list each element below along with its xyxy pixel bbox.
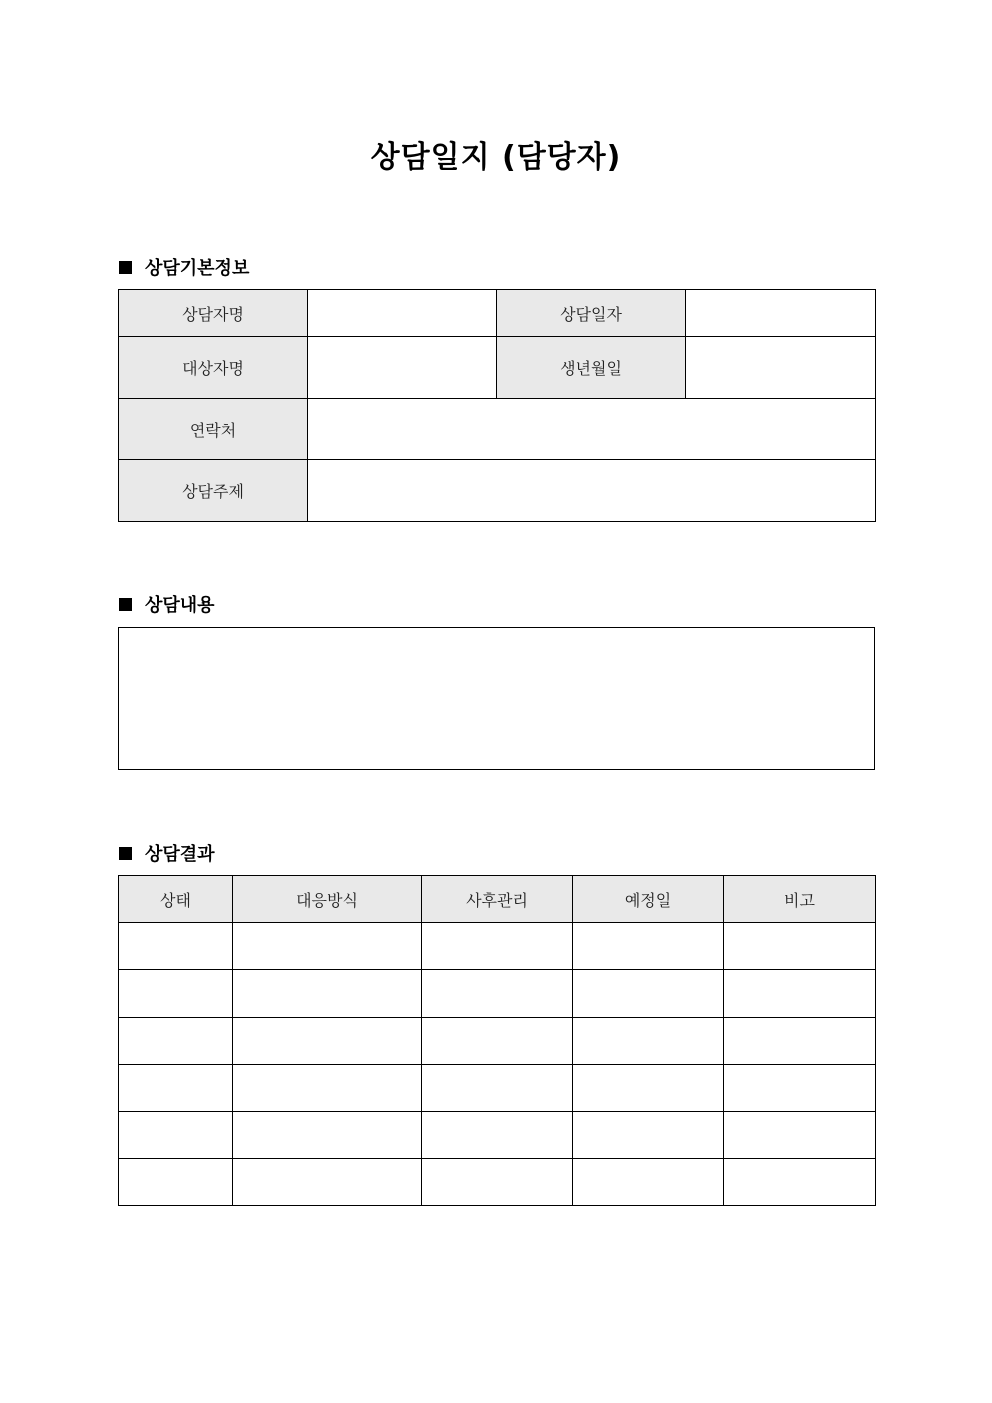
subject-name-label: 대상자명 [119,337,308,399]
scheduled-date-cell[interactable] [573,923,724,970]
counsel-date-label: 상담일자 [497,290,686,337]
follow-up-cell[interactable] [422,970,573,1018]
section-heading-label: 상담기본정보 [145,258,250,279]
status-cell[interactable] [119,1112,233,1159]
topic-field[interactable] [308,460,876,522]
section-heading-label: 상담결과 [145,844,215,865]
section-heading-result [119,840,215,866]
square-bullet-icon [119,261,132,274]
table-row [119,923,876,970]
scheduled-date-cell[interactable] [573,1159,724,1206]
page-title: 상담일지 (담당자) [370,140,622,175]
response-method-cell[interactable] [233,1065,422,1112]
response-method-cell[interactable] [233,970,422,1018]
header-scheduled-date: 예정일 [573,876,724,923]
birthdate-field[interactable] [686,337,876,399]
scheduled-date-cell[interactable] [573,970,724,1018]
section-heading-content [119,591,215,617]
header-follow-up: 사후관리 [422,876,573,923]
response-method-cell[interactable] [233,1018,422,1065]
table-row [119,1159,876,1206]
section-heading-basic-info [119,254,249,280]
status-cell[interactable] [119,923,233,970]
scheduled-date-cell[interactable] [573,1112,724,1159]
contact-label: 연락처 [119,399,308,460]
scheduled-date-cell[interactable] [573,1018,724,1065]
counsel-date-field[interactable] [686,290,876,337]
follow-up-cell[interactable] [422,1065,573,1112]
header-status: 상태 [119,876,233,923]
response-method-cell[interactable] [233,923,422,970]
subject-name-field[interactable] [308,337,497,399]
header-response-method: 대응방식 [233,876,422,923]
follow-up-cell[interactable] [422,923,573,970]
remarks-cell[interactable] [724,1159,876,1206]
remarks-cell[interactable] [724,923,876,970]
table-row [119,1018,876,1065]
remarks-cell[interactable] [724,1018,876,1065]
status-cell[interactable] [119,1018,233,1065]
remarks-cell[interactable] [724,970,876,1018]
status-cell[interactable] [119,1159,233,1206]
square-bullet-icon [119,847,132,860]
counselor-name-label: 상담자명 [119,290,308,337]
table-row [119,1065,876,1112]
response-method-cell[interactable] [233,1112,422,1159]
basic-info-table [118,289,876,522]
response-method-cell[interactable] [233,1159,422,1206]
counselor-name-field[interactable] [308,290,497,337]
topic-label: 상담주제 [119,460,308,522]
scheduled-date-cell[interactable] [573,1065,724,1112]
status-cell[interactable] [119,1065,233,1112]
counsel-content-box[interactable] [118,627,875,770]
section-heading-label: 상담내용 [145,595,215,616]
birthdate-label: 생년월일 [497,337,686,399]
result-table [118,875,876,1206]
remarks-cell[interactable] [724,1065,876,1112]
table-row [119,1112,876,1159]
follow-up-cell[interactable] [422,1018,573,1065]
contact-field[interactable] [308,399,876,460]
remarks-cell[interactable] [724,1112,876,1159]
follow-up-cell[interactable] [422,1159,573,1206]
status-cell[interactable] [119,970,233,1018]
header-remarks: 비고 [724,876,876,923]
table-row [119,970,876,1018]
square-bullet-icon [119,598,132,611]
follow-up-cell[interactable] [422,1112,573,1159]
